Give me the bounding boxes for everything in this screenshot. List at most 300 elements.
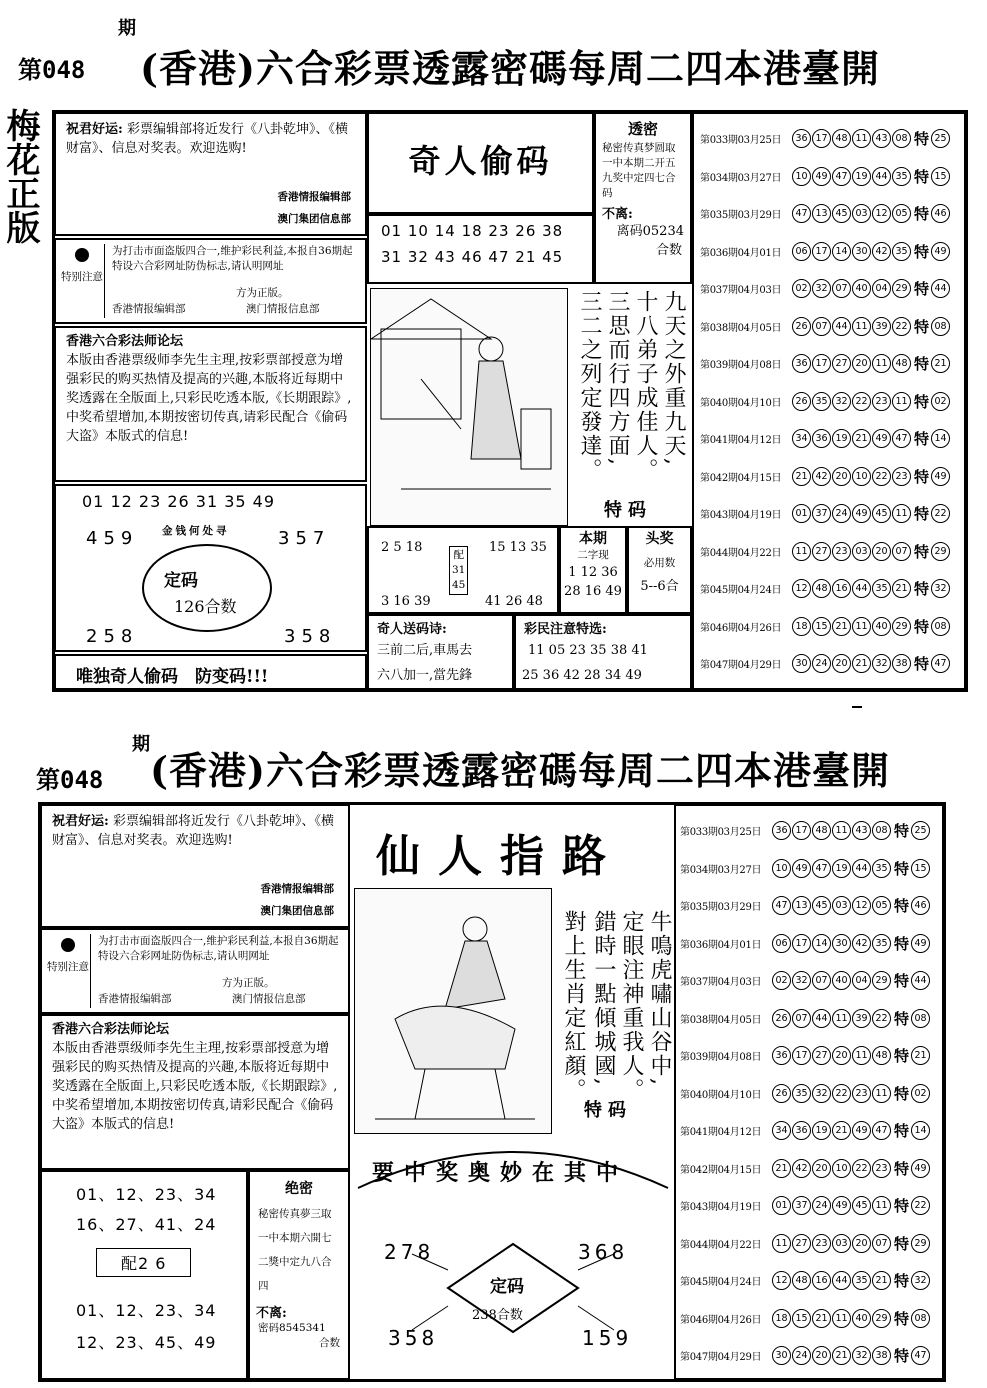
tema-char: 特: [894, 1047, 910, 1066]
number-ball: 13: [792, 896, 811, 915]
number-ball: 02: [772, 971, 791, 990]
divider-mark: [852, 706, 862, 708]
poem2-title: 奇人送码诗:: [377, 622, 447, 637]
forum-heading-2: 香港六合彩法师论坛: [52, 1022, 170, 1037]
number-ball: 06: [792, 242, 811, 261]
number-ball: 32: [812, 1084, 831, 1103]
number-ball: 47: [832, 167, 851, 186]
number-ball: 11: [852, 1046, 871, 1065]
tema-ball: 08: [931, 617, 950, 636]
number-ball: 12: [792, 579, 811, 598]
tema-char: 特: [894, 1272, 910, 1291]
tema-ball: 25: [931, 129, 950, 148]
number-ball: 36: [792, 129, 811, 148]
side-mark: 梅花正版: [0, 108, 40, 244]
tema-char: 特: [894, 1122, 910, 1141]
number-ball: 10: [772, 859, 791, 878]
number-ball: 49: [852, 504, 871, 523]
number-ball: 44: [852, 579, 871, 598]
history-date: 第044期04月22日: [700, 547, 782, 559]
number-ball: 45: [852, 1196, 871, 1215]
left-top-number-2: 278: [384, 1240, 435, 1264]
center-title-2: 仙人指路: [376, 831, 624, 882]
number-ball: 23: [832, 542, 851, 561]
number-ball: 24: [832, 504, 851, 523]
notice-box: [54, 112, 367, 236]
number-ball: 43: [872, 129, 891, 148]
number-ball: 17: [792, 934, 811, 953]
illustration-drawing: [371, 289, 567, 525]
number-ball: 11: [852, 317, 871, 336]
number-ball: 22: [832, 1084, 851, 1103]
number-ball: 27: [812, 542, 831, 561]
attention-line1: 11 05 23 35 38 41: [528, 643, 648, 658]
number-ball: 10: [832, 1159, 851, 1178]
number-ball: 36: [772, 821, 791, 840]
tema-ball: 44: [911, 971, 930, 990]
history-row: [700, 645, 964, 683]
number-ball: 17: [792, 1046, 811, 1065]
notice-sign2-2: 澳门集团信息部: [260, 905, 334, 917]
special-tail-2: 方为正版。: [222, 977, 275, 989]
number-ball: 23: [892, 467, 911, 486]
secret-box-2: [248, 1170, 350, 1380]
number-ball: 34: [792, 429, 811, 448]
number-ball: 19: [812, 1121, 831, 1140]
page-title: (香港)六合彩票透露密碼每周二四本港臺開: [140, 46, 880, 91]
center-numbers: [367, 214, 594, 284]
forum-text-2: 本版由香港票级师李先生主理,按彩票部授意为增强彩民的购买热情及提高的兴趣,本版将近每期中奖透露在全版面上,只彩民吃透本版,《长期跟踪》,中奖希望增加,本期按密切传真,请彩民配合《偷码大盗》本版式的信息!: [52, 1041, 338, 1132]
attention-line2: 25 36 42 28 34 49: [522, 668, 642, 683]
tema-char: 特: [894, 1159, 910, 1178]
history-row: [700, 420, 964, 458]
number-ball: 35: [852, 1271, 871, 1290]
history-row: [700, 458, 964, 496]
history-row: [680, 1225, 942, 1263]
number-ball: 07: [812, 971, 831, 990]
number-ball: 08: [892, 129, 911, 148]
tema-char: 特: [914, 430, 930, 449]
number-ball: 07: [832, 279, 851, 298]
tema-char: 特: [894, 859, 910, 878]
tema-ball: 15: [931, 167, 950, 186]
number-ball: 35: [872, 934, 891, 953]
number-ball: 37: [812, 504, 831, 523]
history-date: 第045期04月24日: [680, 1277, 762, 1289]
history-date: 第034期03月27日: [700, 172, 782, 184]
number-ball: 11: [872, 1084, 891, 1103]
tema-ball: 21: [911, 1046, 930, 1065]
number-ball: 42: [812, 467, 831, 486]
group-pei: [449, 546, 468, 595]
number-ball: 30: [852, 242, 871, 261]
number-ball: 03: [832, 896, 851, 915]
history-row: [680, 850, 942, 888]
notice-text: 彩票编辑部将近发行《八卦乾坤》、《横财富》、信息对奖表。欢迎选购!: [66, 122, 348, 156]
number-ball: 07: [892, 542, 911, 561]
history-date: 第039期04月08日: [700, 360, 782, 372]
number-ball: 07: [872, 1234, 891, 1253]
number-ball: 48: [812, 821, 831, 840]
tema-ball: 49: [931, 242, 950, 261]
number-ball: 47: [872, 1121, 891, 1140]
number-ball: 36: [812, 429, 831, 448]
number-ball: 48: [812, 579, 831, 598]
buli-count-2: 合数: [319, 1337, 340, 1349]
number-ball: 21: [852, 654, 871, 673]
tema-ball: 49: [931, 467, 950, 486]
tema-label-2: 特码: [584, 1100, 632, 1121]
history-row: [700, 345, 964, 383]
combo-line1: 01、12、23、34: [76, 1185, 217, 1204]
benqi-line2: 28 16 49: [564, 584, 622, 599]
poem2-col-1: 牛鳴虎嘯山谷中,: [647, 910, 672, 1087]
number-ball: 24: [812, 1196, 831, 1215]
benqi-box: [559, 526, 627, 614]
number-ball: 26: [772, 1009, 791, 1028]
number-ball: 02: [792, 279, 811, 298]
tema-ball: 46: [931, 204, 950, 223]
forum-box-2: [40, 1014, 350, 1170]
left-bottom-number: 258: [86, 626, 139, 647]
poem2-col-3: 錯時一點傾城國,: [591, 910, 616, 1087]
number-ball: 40: [852, 279, 871, 298]
number-ball: 05: [892, 204, 911, 223]
number-ball: 47: [772, 896, 791, 915]
tema-ball: 44: [931, 279, 950, 298]
tema-char: 特: [894, 972, 910, 991]
history-date: 第046期04月26日: [680, 1314, 762, 1326]
tema-ball: 15: [911, 859, 930, 878]
number-ball: 23: [852, 1084, 871, 1103]
tema-ball: 14: [911, 1121, 930, 1140]
history-row: [700, 195, 964, 233]
history-date: 第046期04月26日: [700, 622, 782, 634]
number-ball: 29: [872, 1309, 891, 1328]
secret-text: 秘密传真梦圆取一中本期二开五九奖中定四七合码: [602, 142, 676, 199]
group-box: [367, 526, 559, 614]
history-date: 第034期03月27日: [680, 864, 762, 876]
number-ball: 27: [792, 1234, 811, 1253]
number-ball: 11: [832, 1009, 851, 1028]
attention-title: 彩民注意特选:: [524, 622, 607, 637]
history-date: 第036期04月01日: [700, 247, 782, 259]
right-bottom-number-2: 159: [582, 1326, 633, 1350]
number-ball: 11: [832, 1309, 851, 1328]
number-ball: 27: [832, 354, 851, 373]
issue-number-2: 第048: [36, 766, 104, 794]
number-ball: 30: [832, 934, 851, 953]
tema-ball: 08: [911, 1309, 930, 1328]
combo-pei: 配2 6: [96, 1248, 191, 1277]
number-ball: 11: [892, 392, 911, 411]
number-ball: 07: [812, 317, 831, 336]
toujiang-box: [627, 526, 692, 614]
number-ball: 07: [792, 1009, 811, 1028]
number-ball: 01: [792, 504, 811, 523]
illustration-thief: [370, 288, 568, 526]
history-table-top: [692, 112, 966, 690]
forum-box: [54, 326, 367, 482]
number-ball: 05: [872, 896, 891, 915]
number-ball: 13: [812, 204, 831, 223]
forum-text: 本版由香港票级师李先生主理,按彩票部授意为增强彩民的购买热情及提高的兴趣,本版将近每期中奖透露在全版面上,只彩民吃透本版,《长期跟踪》,中奖希望增加,本期按密切传真,请彩民配合《偷码大盗》本版式的信息!: [66, 353, 352, 444]
number-ball: 22: [852, 392, 871, 411]
number-ball: 34: [772, 1121, 791, 1140]
number-ball: 12: [872, 204, 891, 223]
combo-line4: 12、23、45、49: [76, 1333, 217, 1352]
tema-char: 特: [914, 617, 930, 636]
history-table-bottom: [674, 804, 944, 1380]
number-ball: 27: [812, 1046, 831, 1065]
number-ball: 14: [832, 242, 851, 261]
toujiang-sub: 必用数: [643, 557, 676, 569]
tema-ball: 08: [931, 317, 950, 336]
number-ball: 36: [792, 1121, 811, 1140]
history-row: [680, 925, 942, 963]
number-ball: 18: [772, 1309, 791, 1328]
buli-label-2: 不离:: [256, 1306, 287, 1321]
history-row: [700, 533, 964, 571]
history-row: [680, 1075, 942, 1113]
number-ball: 38: [872, 1346, 891, 1365]
fixed-code-ellipse: [142, 544, 272, 632]
number-ball: 06: [772, 934, 791, 953]
number-ball: 26: [772, 1084, 791, 1103]
history-date: 第047期04月29日: [680, 1352, 762, 1364]
number-ball: 38: [892, 654, 911, 673]
number-ball: 03: [832, 1234, 851, 1253]
combo-line2: 16、27、41、24: [76, 1215, 217, 1234]
tema-char: 特: [894, 1234, 910, 1253]
history-row: [680, 887, 942, 925]
number-ball: 42: [872, 242, 891, 261]
center-numbers-line2: 31 32 43 46 47 21 45: [381, 248, 564, 266]
poem2-line1: 三前二后,車馬去: [377, 643, 473, 658]
notice-sign1-2: 香港情报编辑部: [260, 883, 334, 895]
number-ball: 11: [892, 504, 911, 523]
tema-char: 特: [914, 505, 930, 524]
poem2-box: [367, 614, 514, 690]
history-date: 第043期04月19日: [680, 1202, 762, 1214]
number-ball: 44: [852, 859, 871, 878]
notice-text-2: 彩票编辑部将近发行《八卦乾坤》、《横财富》、信息对奖表。欢迎选购!: [52, 814, 334, 848]
number-ball: 20: [852, 1234, 871, 1253]
number-ball: 32: [792, 971, 811, 990]
pei-num2: 45: [452, 579, 466, 591]
number-ball: 40: [832, 971, 851, 990]
tema-ball: 47: [911, 1346, 930, 1365]
center-title: 奇人偷码: [408, 142, 553, 180]
notice-box-2: [40, 804, 350, 928]
history-date: 第036期04月01日: [680, 939, 762, 951]
title-box: [367, 112, 594, 214]
number-ball: 47: [792, 204, 811, 223]
buli-value-2: 密码8545341: [258, 1322, 326, 1334]
benqi-sub: 二字现: [577, 549, 609, 561]
buli-label: 不离:: [602, 207, 633, 222]
notice-sign2: 澳门集团信息部: [277, 213, 351, 225]
number-ball: 42: [852, 934, 871, 953]
history-date: 第042期04月15日: [680, 1164, 762, 1176]
number-ball: 21: [832, 1346, 851, 1365]
number-ball: 12: [772, 1271, 791, 1290]
toujiang-value: 5--6合: [640, 579, 679, 594]
tema-char: 特: [914, 542, 930, 561]
center-numbers-line1: 01 10 14 18 23 26 38: [381, 222, 564, 240]
illustration-drawing-2: [355, 889, 551, 1133]
tema-char: 特: [914, 130, 930, 149]
number-ball: 20: [832, 654, 851, 673]
number-ball: 17: [812, 242, 831, 261]
poem-col-4: 三二之列定發達。: [577, 290, 602, 482]
tema-char: 特: [914, 392, 930, 411]
number-ball: 08: [872, 821, 891, 840]
number-ball: 10: [792, 167, 811, 186]
number-ball: 44: [872, 167, 891, 186]
number-ball: 49: [852, 1121, 871, 1140]
special-tail: 方为正版。: [236, 287, 289, 299]
poem-col-3: 三思而行四方面,: [605, 290, 630, 467]
number-ball: 11: [832, 821, 851, 840]
group-top-right: 15 13 35: [489, 540, 547, 555]
tema-ball: 32: [931, 579, 950, 598]
number-ball: 16: [832, 579, 851, 598]
number-ball: 44: [812, 1009, 831, 1028]
history-row: [700, 308, 964, 346]
history-row: [680, 1337, 942, 1375]
number-ball: 17: [812, 129, 831, 148]
history-row: [680, 812, 942, 850]
fixed-code-label-2: 定码: [490, 1277, 524, 1297]
tema-ball: 22: [911, 1196, 930, 1215]
tema-label: 特码: [604, 500, 652, 521]
footer-box: [54, 654, 367, 690]
page-title-2: (香港)六合彩票透露密碼每周二四本港臺開: [150, 748, 890, 793]
history-row: [680, 1262, 942, 1300]
number-ball: 15: [792, 1309, 811, 1328]
issue-suffix-2: 期: [132, 734, 150, 755]
number-ball: 45: [832, 204, 851, 223]
tema-char: 特: [914, 355, 930, 374]
number-ball: 35: [892, 167, 911, 186]
left-bottom-number-2: 358: [388, 1326, 439, 1350]
tema-char: 特: [894, 1084, 910, 1103]
number-ball: 29: [892, 617, 911, 636]
history-date: 第035期03月29日: [680, 902, 762, 914]
number-combo-box: [40, 1170, 248, 1380]
number-ball: 17: [792, 821, 811, 840]
number-ball: 32: [832, 392, 851, 411]
history-date: 第043期04月19日: [700, 510, 782, 522]
secret-title-2: 绝密: [285, 1181, 313, 1197]
fixed-code-label: 定码: [164, 571, 198, 591]
number-ball: 21: [812, 1309, 831, 1328]
tema-ball: 22: [931, 504, 950, 523]
right-bottom-number: 358: [284, 626, 337, 647]
history-date: 第042期04月15日: [700, 472, 782, 484]
number-ball: 26: [792, 317, 811, 336]
toujiang-title: 头奖: [645, 531, 674, 547]
history-row: [680, 1112, 942, 1150]
history-date: 第044期04月22日: [680, 1239, 762, 1251]
number-ball: 35: [872, 859, 891, 878]
number-ball: 32: [852, 1346, 871, 1365]
tema-ball: 02: [931, 392, 950, 411]
number-ball: 19: [832, 859, 851, 878]
number-ball: 11: [872, 354, 891, 373]
tema-ball: 29: [931, 542, 950, 561]
pei-label: 配: [453, 549, 464, 561]
illustration-horseman: [354, 888, 552, 1134]
number-ball: 21: [772, 1159, 791, 1178]
special-text: 为打击市面盗版四合一,维护彩民利益,本报自36期起特设六合彩网址防伪标志,请认明网址: [112, 245, 353, 272]
tema-char: 特: [914, 580, 930, 599]
number-ball: 12: [852, 896, 871, 915]
number-ball: 22: [852, 1159, 871, 1178]
history-row: [700, 608, 964, 646]
history-date: 第041期04月12日: [680, 1127, 762, 1139]
history-date: 第037期04月03日: [680, 977, 762, 989]
fixed-code-box: [54, 484, 367, 652]
number-ball: 21: [892, 579, 911, 598]
combo-line3: 01、12、23、34: [76, 1301, 217, 1320]
number-ball: 22: [872, 1009, 891, 1028]
history-row: [700, 383, 964, 421]
number-ball: 48: [792, 1271, 811, 1290]
tema-char: 特: [914, 467, 930, 486]
number-ball: 17: [812, 354, 831, 373]
tema-ball: 25: [911, 821, 930, 840]
poem-col-1: 九天之外重九天,: [661, 290, 686, 467]
history-date: 第038期04月05日: [700, 322, 782, 334]
buli-count: 合数: [655, 243, 682, 258]
number-ball: 35: [872, 579, 891, 598]
history-date: 第045期04月24日: [700, 585, 782, 597]
tema-ball: 29: [911, 1234, 930, 1253]
number-ball: 35: [792, 1084, 811, 1103]
history-date: 第035期03月29日: [700, 210, 782, 222]
number-ball: 21: [852, 429, 871, 448]
number-ball: 44: [832, 317, 851, 336]
tema-ball: 46: [911, 896, 930, 915]
number-ball: 23: [872, 392, 891, 411]
number-ball: 21: [832, 1121, 851, 1140]
number-ball: 11: [872, 1196, 891, 1215]
number-ball: 30: [772, 1346, 791, 1365]
tema-char: 特: [894, 822, 910, 841]
history-row: [700, 120, 964, 158]
benqi-line1: 1 12 36: [568, 565, 618, 580]
left-top-number: 459: [86, 528, 139, 549]
secret-title: 透密: [627, 120, 658, 138]
number-ball: 49: [872, 429, 891, 448]
history-date: 第041期04月12日: [700, 435, 782, 447]
number-ball: 15: [812, 617, 831, 636]
tema-char: 特: [914, 317, 930, 336]
group-bottom-right: 41 26 48: [485, 594, 543, 609]
number-ball: 45: [872, 504, 891, 523]
number-ball: 47: [812, 859, 831, 878]
number-ball: 18: [792, 617, 811, 636]
tema-char: 特: [894, 1309, 910, 1328]
number-ball: 20: [872, 542, 891, 561]
number-ball: 37: [792, 1196, 811, 1215]
history-date: 第047期04月29日: [700, 660, 782, 672]
forum-heading: 香港六合彩法师论坛: [66, 334, 184, 349]
tema-char: 特: [894, 897, 910, 916]
history-row: [680, 1150, 942, 1188]
